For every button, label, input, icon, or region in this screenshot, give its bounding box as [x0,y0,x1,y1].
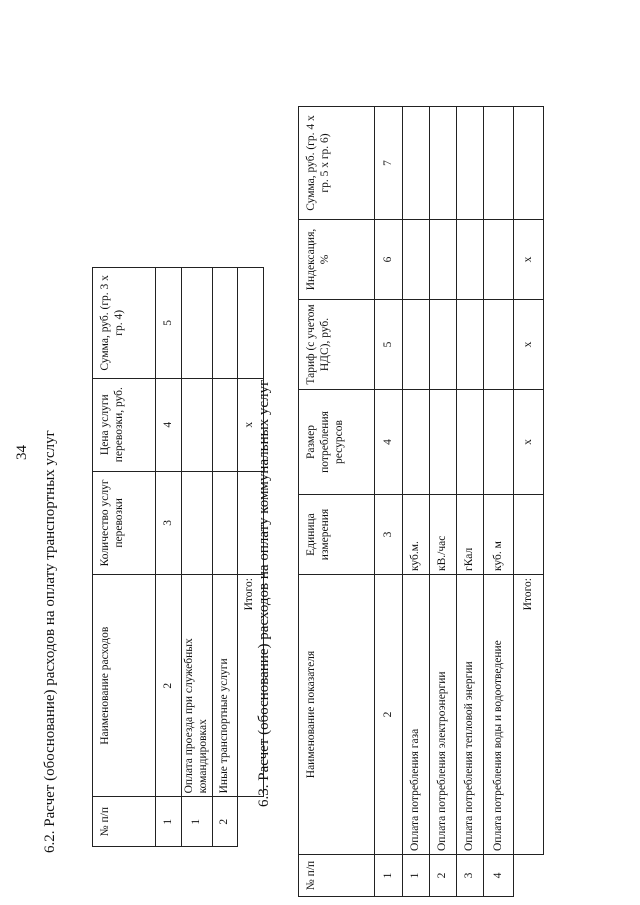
table-row [430,107,457,897]
table-header-row [299,107,375,897]
row-sum [403,107,430,220]
table-row [484,107,514,897]
row-name: Оплата проезда при служебных командировках [182,575,213,797]
row-name: Оплата потребления электроэнергии [430,575,457,855]
header-indexation: Индексация, % [299,220,375,300]
total-price-mark: х [237,378,263,471]
index-cell: 5 [375,300,403,390]
row-tariff [484,300,514,390]
total-consumption-mark: х [514,390,544,495]
index-row [156,268,182,847]
row-indexation [484,220,514,300]
total-sum [237,268,263,379]
row-indexation [430,220,457,300]
row-num: 2 [430,855,457,897]
header-sum: Сумма, руб. (гр. 4 х гр. 5 х гр. 6) [299,107,375,220]
total-label: Итого: [237,575,263,797]
index-cell: 3 [156,471,182,574]
row-sum [457,107,484,220]
index-cell: 6 [375,220,403,300]
row-indexation [403,220,430,300]
index-cell: 7 [375,107,403,220]
total-row [514,107,544,897]
row-tariff [457,300,484,390]
row-sum [484,107,514,220]
row-quantity [212,471,237,574]
header-tariff: Тариф (с учетом НДС), руб. [299,300,375,390]
index-cell: 5 [156,268,182,379]
total-unit [514,495,544,575]
empty-cell [514,855,544,897]
table-row [457,107,484,897]
table-row [212,268,237,847]
row-name: Оплата потребления газа [403,575,430,855]
row-num: 3 [457,855,484,897]
index-row [375,107,403,897]
row-consumption [457,390,484,495]
row-num: 2 [212,797,237,847]
row-tariff [430,300,457,390]
transport-costs-table [92,267,264,847]
header-indicator: Наименование показателя [299,575,375,855]
header-unit: Единица измерения [299,495,375,575]
page-number: 34 [14,445,30,460]
row-unit: кВ./час [430,495,457,575]
row-unit: куб. м [484,495,514,575]
index-cell: 4 [375,390,403,495]
row-price [212,378,237,471]
row-tariff [403,300,430,390]
row-sum [212,268,237,379]
table-row [182,268,213,847]
header-consumption: Размер потребления ресурсов [299,390,375,495]
index-cell: 2 [375,575,403,855]
header-num: № п/п [93,797,156,847]
row-sum [430,107,457,220]
row-unit: гКал [457,495,484,575]
header-quantity: Количество услуг перевозки [93,471,156,574]
row-price [182,378,213,471]
header-sum: Сумма, руб. (гр. 3 х гр. 4) [93,268,156,379]
header-num: № п/п [299,855,375,897]
index-cell: 1 [375,855,403,897]
header-name: Наименование расходов [93,575,156,797]
total-tariff-mark: х [514,300,544,390]
row-unit: куб.м. [403,495,430,575]
row-sum [182,268,213,379]
row-name: Оплата потребления воды и водоотведение [484,575,514,855]
index-cell: 3 [375,495,403,575]
index-cell: 1 [156,797,182,847]
total-indexation-mark: х [514,220,544,300]
index-cell: 4 [156,378,182,471]
total-label: Итого: [514,575,544,855]
row-num: 1 [403,855,430,897]
table-row [403,107,430,897]
row-num: 1 [182,797,213,847]
header-price: Цена услуги перевозки, руб. [93,378,156,471]
row-consumption [430,390,457,495]
table-header-row [93,268,156,847]
row-consumption [403,390,430,495]
section-63-title: 6.3. Расчет (обоснование) расходов на оплату коммунальных услуг [256,379,272,807]
row-name: Иные транспортные услуги [212,575,237,797]
index-cell: 2 [156,575,182,797]
section-62-title: 6.2. Расчет (обоснование) расходов на оплату транспортных услуг [42,430,58,853]
row-consumption [484,390,514,495]
row-num: 4 [484,855,514,897]
total-sum [514,107,544,220]
row-indexation [457,220,484,300]
row-name: Оплата потребления тепловой энергии [457,575,484,855]
utility-costs-table [298,106,544,897]
row-quantity [182,471,213,574]
